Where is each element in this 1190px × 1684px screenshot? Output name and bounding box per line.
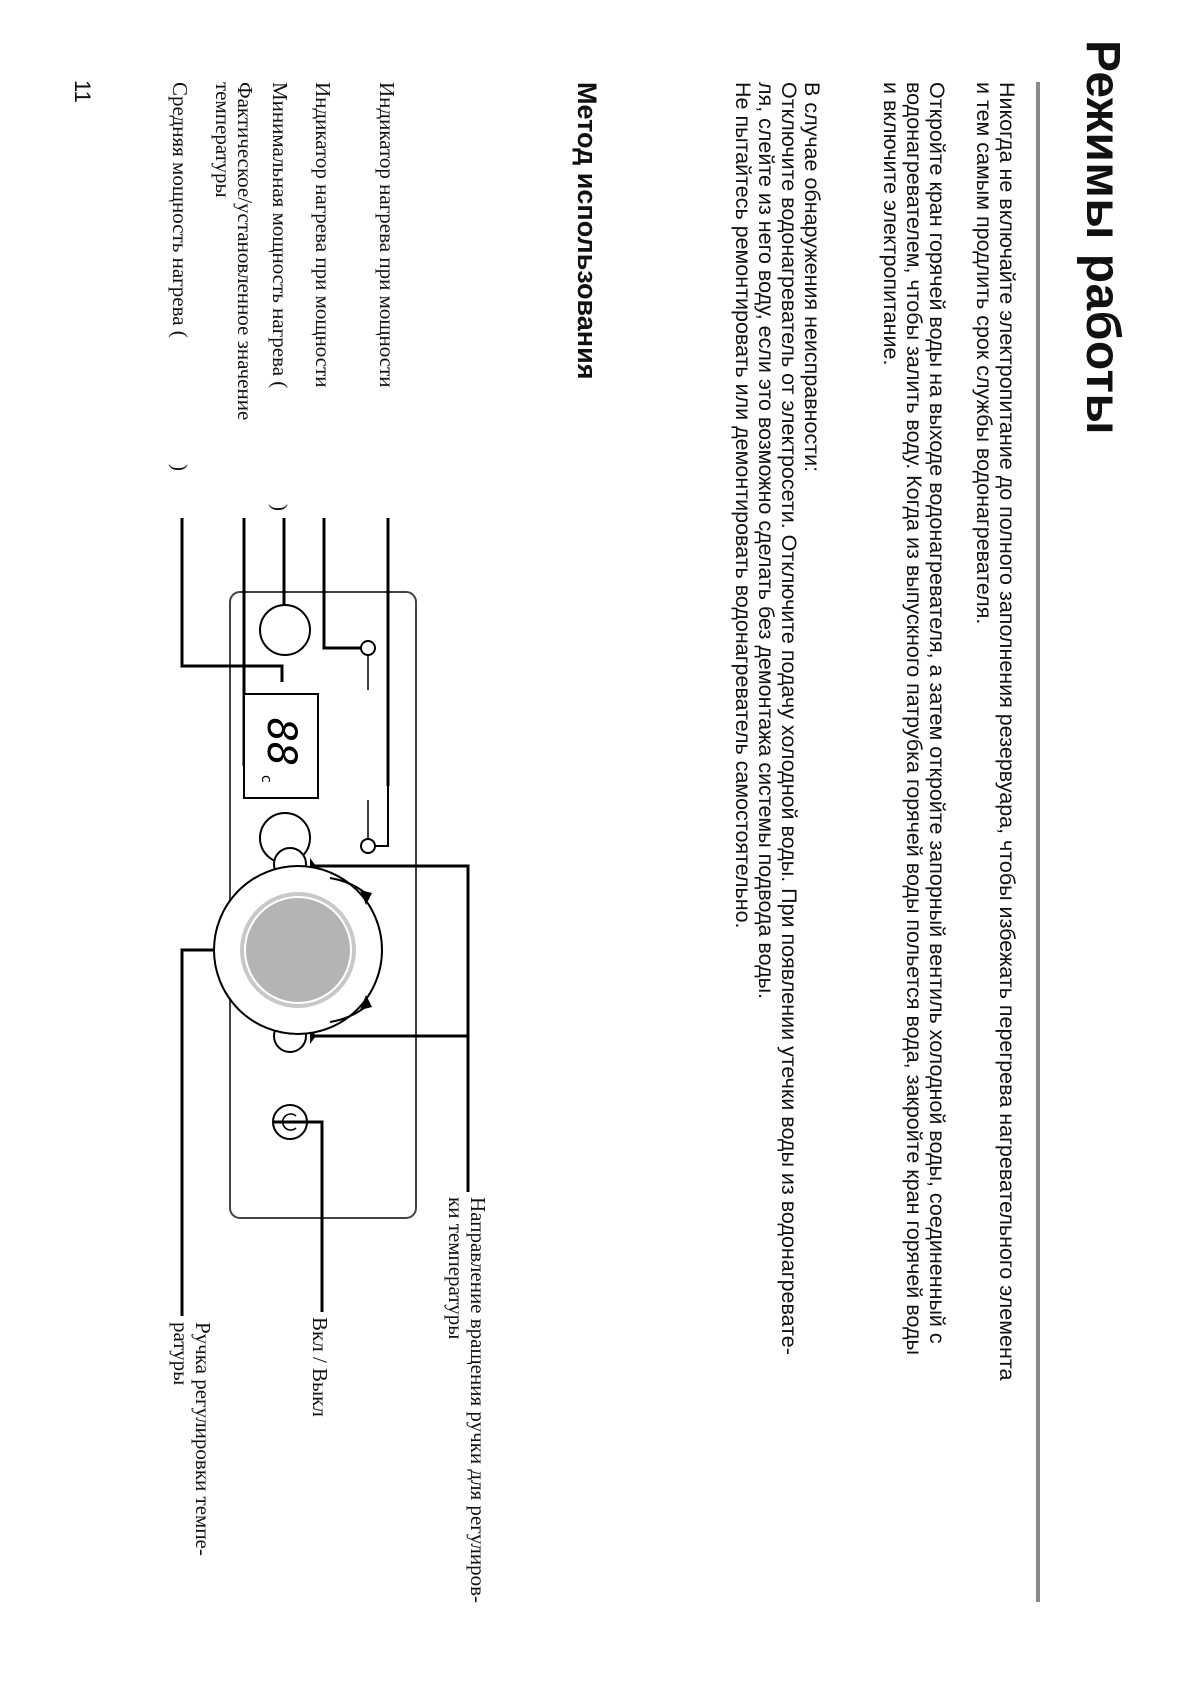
text-line: водонагревателем, чтобы залить воду. Когда из выпускного патрубка горячей воды польется вода, закройте кран горячей воды — [902, 82, 926, 1355]
text-line: Откройте кран горячей воды на выходе водонагревателя, а затем откройте запорный вентиль холодной воды, соединенный с — [925, 82, 949, 1344]
display-unit: c — [258, 775, 274, 783]
label-avg-power: Средняя мощность нагрева ( — [168, 82, 192, 338]
display-digits: 88 — [258, 718, 304, 767]
text-line: Не пытайтесь ремонтировать или демонтировать водонагреватель самостоятельно. — [731, 82, 755, 929]
heat-indicator-led-2 — [361, 839, 375, 853]
label-min-power-close: ) — [268, 504, 292, 511]
text-line: и тем самым продлить срок службы водонагревателя. — [972, 82, 996, 625]
page-number: 11 — [70, 80, 95, 103]
label-rotation-cont: ки температуры — [444, 1197, 468, 1340]
label-avg-power-close: ) — [168, 464, 192, 471]
label-rotation: Направление вращения ручки для регулиров- — [466, 1197, 490, 1604]
text-line: и включите электропитание. — [879, 82, 903, 366]
label-min-power: Минимальная мощность нагрева ( — [268, 82, 292, 389]
text-line: Никогда не включайте электропитание до полного заполнения резервуара, чтобы избежать перегрева нагревательного элемента — [995, 82, 1019, 1381]
page-title: Режимы работы — [1076, 40, 1129, 436]
heat-indicator-led-1 — [361, 641, 375, 655]
leader-knob — [182, 950, 214, 1316]
temperature-knob[interactable] — [246, 898, 350, 1002]
label-knob: Ручка регулировки темпе- — [191, 1322, 215, 1556]
text-line: Отключите водонагреватель от электросети. Отключите подачу холодной воды. При появлении утечки воды из водонагревате- — [777, 82, 801, 1355]
label-knob-cont: ратуры — [169, 1322, 193, 1386]
text-line: В случае обнаружения неисправности: — [800, 82, 824, 473]
label-power: Вкл / Выкл — [308, 1317, 332, 1417]
min-power-button[interactable] — [260, 605, 310, 655]
label-temperature-cont: температуры — [211, 82, 235, 198]
label-heat-indicator-2: Индикатор нагрева при мощности — [311, 82, 335, 388]
text-line: ля, слейте из него воду, если это возможно сделать без демонтажа системы подвода воды. — [754, 82, 778, 1000]
section-title: Метод использования — [572, 82, 602, 380]
label-temperature: Фактическое/установленное значение — [233, 82, 257, 421]
label-heat-indicator-1: Индикатор нагрева при мощности — [375, 82, 399, 388]
